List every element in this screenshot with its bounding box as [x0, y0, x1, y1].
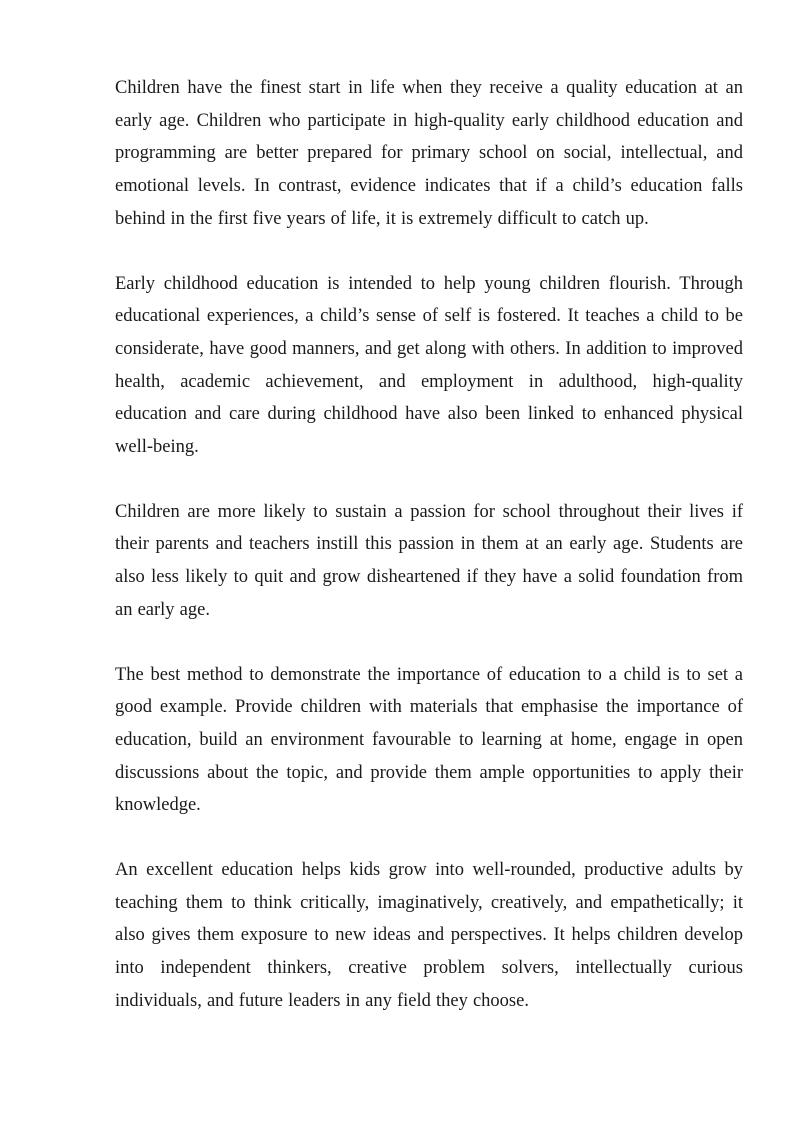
document-body — [115, 72, 743, 1050]
paragraph-excellent-education: An excellent education helps kids grow into well-rounded, productive adults by teaching them to think critically, imaginatively, creatively, and empathetically; it also gives them exposure to new ideas and perspectives. It helps children develop into independent thinkers, creative problem solvers, intellectually curious individuals, and future leaders in any field they choose. — [115, 860, 743, 1011]
paragraph-good-example: The best method to demonstrate the importance of education to a child is to set a good example. Provide children with materials that emphasise the importance of education, build an environment favourable to learning at home, engage in open discussions about the topic, and provide them ample opportunities to apply their knowledge. — [115, 664, 743, 816]
paragraph-flourish: Early childhood education is intended to help young children flourish. Through educational experiences, a child’s sense of self is fostered. It teaches a child to be considerate, have good manners, and get along with others. In addition to improved health, academic achievement, and employment in adulthood, high-quality education and care during childhood have also been linked to enhanced physical well-being. — [115, 273, 743, 458]
paragraph-early-start: Children have the finest start in life when they receive a quality education at an early age. Children who participate in high-quality early childhood education and programming are better prepared for primary school on social, intellectual, and emotional levels. In contrast, evidence indicates that if a child’s education falls behind in the first five years of life, it is extremely difficult to catch up. — [115, 78, 743, 229]
paragraph-passion: Children are more likely to sustain a passion for school throughout their lives if their parents and teachers instill this passion in them at an early age. Students are also less likely to quit and grow disheartened if they have a solid foundation from an early age. — [115, 501, 743, 620]
